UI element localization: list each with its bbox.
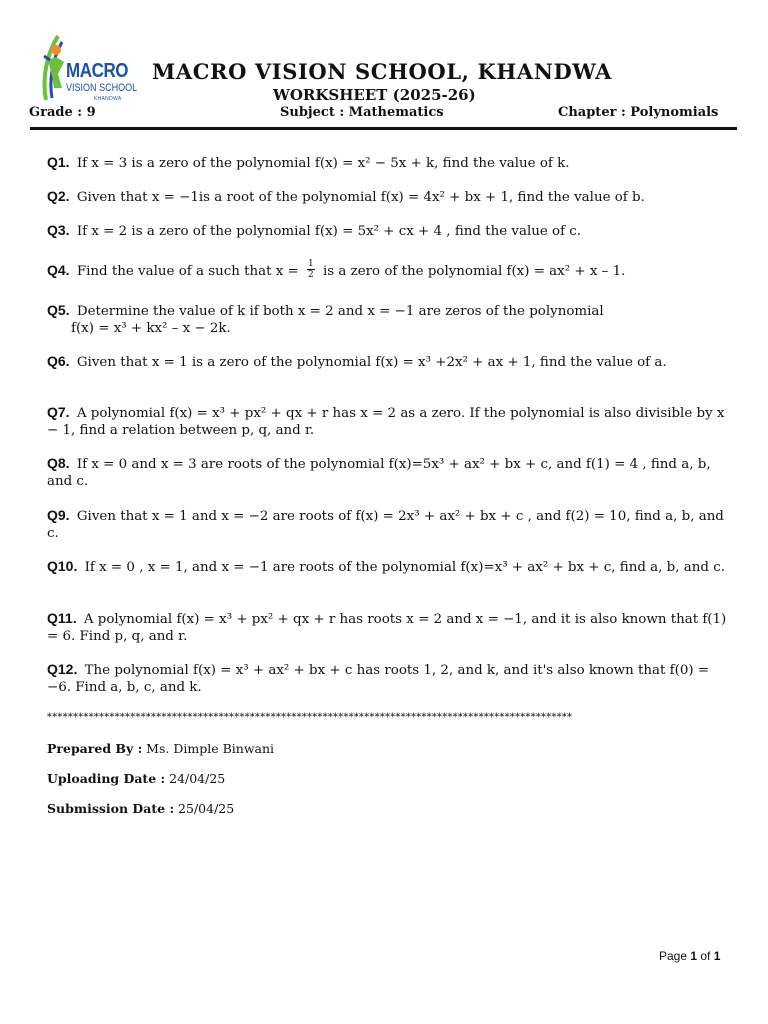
question-9 bbox=[47, 507, 727, 542]
question-8 bbox=[47, 455, 727, 490]
question-7 bbox=[47, 404, 727, 439]
question-number: Q8. bbox=[47, 455, 70, 471]
header-divider bbox=[30, 127, 737, 130]
submission-date-label: Submission Date : bbox=[47, 801, 175, 816]
question-text-after: is a zero of the polynomial f(x) = ax² + x – 1. bbox=[323, 264, 626, 279]
question-11 bbox=[47, 610, 727, 645]
question-text-before: Find the value of a such that x = bbox=[76, 264, 299, 279]
question-text: A polynomial f(x) = x³ + px² + qx + r has roots x = 2 and x = −1, and it is also known that f(1) = 6. Find p, q, and r. bbox=[47, 612, 727, 644]
question-number: Q5. bbox=[47, 302, 70, 318]
question-text: Given that x = 1 is a zero of the polynomial f(x) = x³ +2x² + ax + 1, find the value of a. bbox=[76, 355, 667, 370]
question-text: Given that x = −1is a root of the polynomial f(x) = 4x² + bx + 1, find the value of b. bbox=[76, 190, 645, 205]
question-number: Q10. bbox=[47, 558, 78, 574]
question-text: Determine the value of k if both x = 2 and x = −1 are zeros of the polynomial bbox=[76, 304, 604, 319]
page-current: 1 bbox=[690, 949, 698, 963]
question-number: Q4. bbox=[47, 262, 70, 278]
uploading-date-label: Uploading Date : bbox=[47, 771, 166, 786]
question-text: If x = 0 , x = 1, and x = −1 are roots of the polynomial f(x)=x³ + ax² + bx + c, find a, b, and c. bbox=[84, 560, 725, 575]
worksheet-title: WORKSHEET (2025-26) bbox=[273, 86, 476, 104]
logo-subtitle: VISION SCHOOL bbox=[66, 82, 138, 94]
question-text: If x = 3 is a zero of the polynomial f(x) = x² − 5x + k, find the value of k. bbox=[76, 156, 570, 171]
submission-date bbox=[47, 801, 234, 816]
question-text: If x = 0 and x = 3 are roots of the polynomial f(x)=5x³ + ax² + bx + c, and f(1) = 4 , find a, b, and c. bbox=[47, 457, 711, 489]
submission-date-value: 25/04/25 bbox=[174, 801, 235, 816]
fraction-one-half bbox=[307, 259, 315, 280]
question-6 bbox=[47, 353, 727, 371]
question-12 bbox=[47, 661, 727, 696]
fraction-numerator: 1 bbox=[308, 259, 314, 269]
question-number: Q2. bbox=[47, 188, 70, 204]
question-number: Q11. bbox=[47, 610, 77, 626]
prepared-by-value: Ms. Dimple Binwani bbox=[142, 741, 275, 756]
page-number bbox=[659, 949, 720, 963]
uploading-date-value: 24/04/25 bbox=[165, 771, 226, 786]
question-number: Q3. bbox=[47, 222, 70, 238]
question-text: A polynomial f(x) = x³ + px² + qx + r has x = 2 as a zero. If the polynomial is also divisible by x − 1, find a relation between p, q, and r. bbox=[47, 406, 725, 438]
question-10 bbox=[47, 558, 727, 576]
subject-label: Subject : Mathematics bbox=[280, 105, 444, 120]
question-text: The polynomial f(x) = x³ + ax² + bx + c has roots 1, 2, and k, and it's also known that f(0) = −6. Find a, b, c, and k. bbox=[47, 663, 710, 695]
question-1 bbox=[47, 154, 727, 172]
star-separator: ***************************************************************************************************** bbox=[47, 712, 573, 723]
fraction-denominator: 2 bbox=[308, 270, 314, 280]
prepared-by bbox=[47, 741, 274, 756]
question-number: Q9. bbox=[47, 507, 70, 523]
question-text: If x = 2 is a zero of the polynomial f(x) = 5x² + cx + 4 , find the value of c. bbox=[76, 224, 582, 239]
question-number: Q6. bbox=[47, 353, 70, 369]
school-logo bbox=[40, 30, 138, 106]
grade-label: Grade : 9 bbox=[29, 105, 96, 120]
logo-city: KHANDWA bbox=[94, 96, 122, 102]
school-name: MACRO VISION SCHOOL, KHANDWA bbox=[152, 59, 613, 84]
question-4 bbox=[47, 261, 727, 282]
prepared-by-label: Prepared By : bbox=[47, 741, 143, 756]
page-label: Page bbox=[659, 949, 691, 963]
logo-word: MACRO bbox=[66, 60, 129, 82]
chapter-label: Chapter : Polynomials bbox=[558, 105, 719, 120]
question-2 bbox=[47, 188, 727, 206]
question-text-line2: f(x) = x³ + kx² – x − 2k. bbox=[71, 321, 231, 336]
question-5 bbox=[47, 302, 727, 337]
question-number: Q1. bbox=[47, 154, 70, 170]
page-of: of bbox=[697, 949, 714, 963]
question-number: Q12. bbox=[47, 661, 78, 677]
question-3 bbox=[47, 222, 727, 240]
page-total: 1 bbox=[713, 949, 721, 963]
question-text: Given that x = 1 and x = −2 are roots of f(x) = 2x³ + ax² + bx + c , and f(2) = 10, find a, b, and c. bbox=[47, 509, 724, 541]
question-number: Q7. bbox=[47, 404, 70, 420]
uploading-date bbox=[47, 771, 225, 786]
